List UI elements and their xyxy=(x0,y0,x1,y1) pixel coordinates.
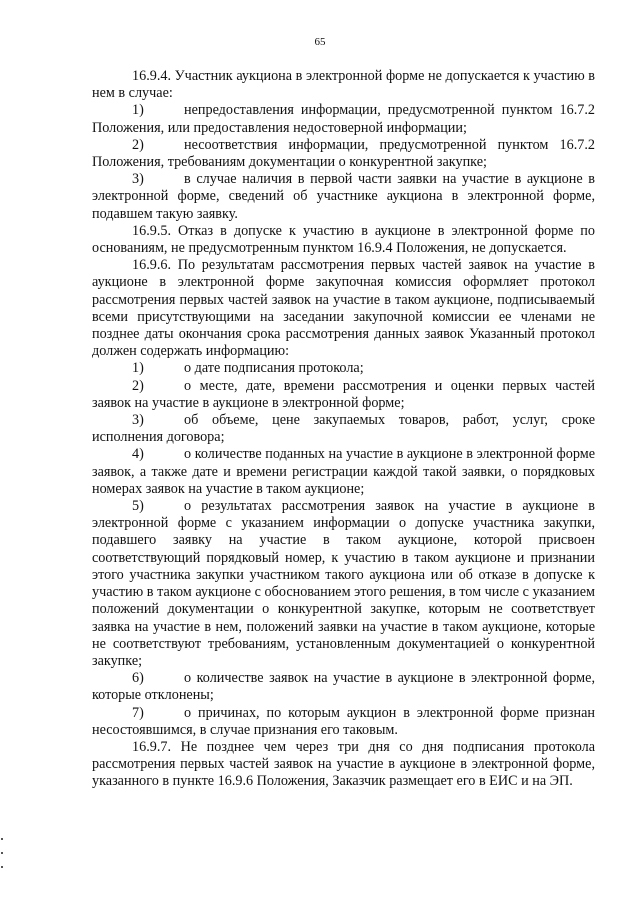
list-item-text: о количестве заявок на участие в аукционе в электронной форме, которые отклонены; xyxy=(92,670,595,704)
list-item-number: 1) xyxy=(132,102,144,119)
scan-speck xyxy=(1,866,3,868)
list-item xyxy=(92,137,595,171)
list-item-number: 2) xyxy=(132,136,144,153)
list-item xyxy=(92,498,595,670)
list-item-text: о месте, дате, времени рассмотрения и оценки первых частей заявок на участие в аукционе в электронной форме; xyxy=(92,377,595,411)
list-item-text: о результатах рассмотрения заявок на участие в аукционе в электронной форме с указанием информации о допуске участника закупки, подавшего заявку на участие в таком аукционе, которой присвоен соответствующий порядковый номер, к участию в таком аукционе и признании этого участника закупки участником такого аукциона или об отказе в допуске к участию в таком аукционе с обоснованием этого решения, в том числе с указанием положений документации о конкурентной закупке, которым не соответствует заявка на участие в нем, положений заявки на участие в таком аукционе, которые не соответствуют требованиям, установленным документацией о конкурентной закупке; xyxy=(92,498,595,669)
list-item-text: о дате подписания протокола; xyxy=(184,360,364,377)
paragraph-16-9-5: 16.9.5. Отказ в допуске к участию в аукционе в электронной форме по основаниям, не предусмотренным пунктом 16.9.4 Положения, не допускается. xyxy=(92,222,595,257)
paragraph-16-9-7: 16.9.7. Не позднее чем через три дня со дня подписания протокола рассмотрения первых частей заявок на участие в аукционе в электронной форме, указанного в пункте 16.9.6 Положения, Заказчик размещает его в ЕИС и на ЭП. xyxy=(92,738,595,790)
list-item-number: 5) xyxy=(132,498,144,515)
list-item xyxy=(92,705,595,739)
scan-speck xyxy=(1,852,3,854)
list-item xyxy=(92,446,595,498)
list-item xyxy=(92,360,595,377)
list-item-number: 3) xyxy=(132,171,144,188)
list-item-text: в случае наличия в первой части заявки на участие в аукционе в электронной форме, сведений об участнике аукциона в электронной форме, подавшем такую заявку. xyxy=(92,171,595,222)
list-item-number: 3) xyxy=(132,412,144,429)
list-item-text: о количестве поданных на участие в аукционе в электронной форме заявок, а также дате и времени регистрации каждой такой заявки, о порядковых номерах заявок на участие в таком аукционе; xyxy=(92,446,595,497)
list-item-text: непредоставления информации, предусмотренной пунктом 16.7.2 Положения, или предоставления недостоверной информации; xyxy=(92,102,595,136)
list-item-number: 7) xyxy=(132,704,144,721)
list-item-number: 4) xyxy=(132,446,144,463)
list-item xyxy=(92,378,595,412)
list-item xyxy=(92,412,595,446)
list-item xyxy=(92,102,595,136)
scan-speck xyxy=(1,838,3,840)
list-item-text: об объеме, цене закупаемых товаров, работ, услуг, сроке исполнения договора; xyxy=(92,412,595,446)
document-body xyxy=(92,68,595,791)
paragraph-16-9-6: 16.9.6. По результатам рассмотрения первых частей заявок на участие в аукционе в электронной форме закупочная комиссия оформляет протокол рассмотрения первых частей заявок на участие в таком аукционе, подписываемый всеми присутствующими на заседании закупочной комиссии ее членами не позднее даты окончания срока рассмотрения данных заявок Указанный протокол должен содержать информацию: xyxy=(92,257,595,360)
list-item-text: о причинах, по которым аукцион в электронной форме признан несостоявшимся, в случае признания его таковым. xyxy=(92,704,595,738)
page-number: 65 xyxy=(314,36,326,48)
paragraph-16-9-4: 16.9.4. Участник аукциона в электронной форме не допускается к участию в нем в случае: xyxy=(92,68,595,102)
list-item xyxy=(92,171,595,223)
list-item-number: 2) xyxy=(132,377,144,394)
list-item-text: несоответствия информации, предусмотренной пунктом 16.7.2 Положения, требованиям документации о конкурентной закупке; xyxy=(92,136,595,171)
list-item xyxy=(92,670,595,704)
list-item-number: 1) xyxy=(132,360,144,377)
list-item-number: 6) xyxy=(132,670,144,687)
